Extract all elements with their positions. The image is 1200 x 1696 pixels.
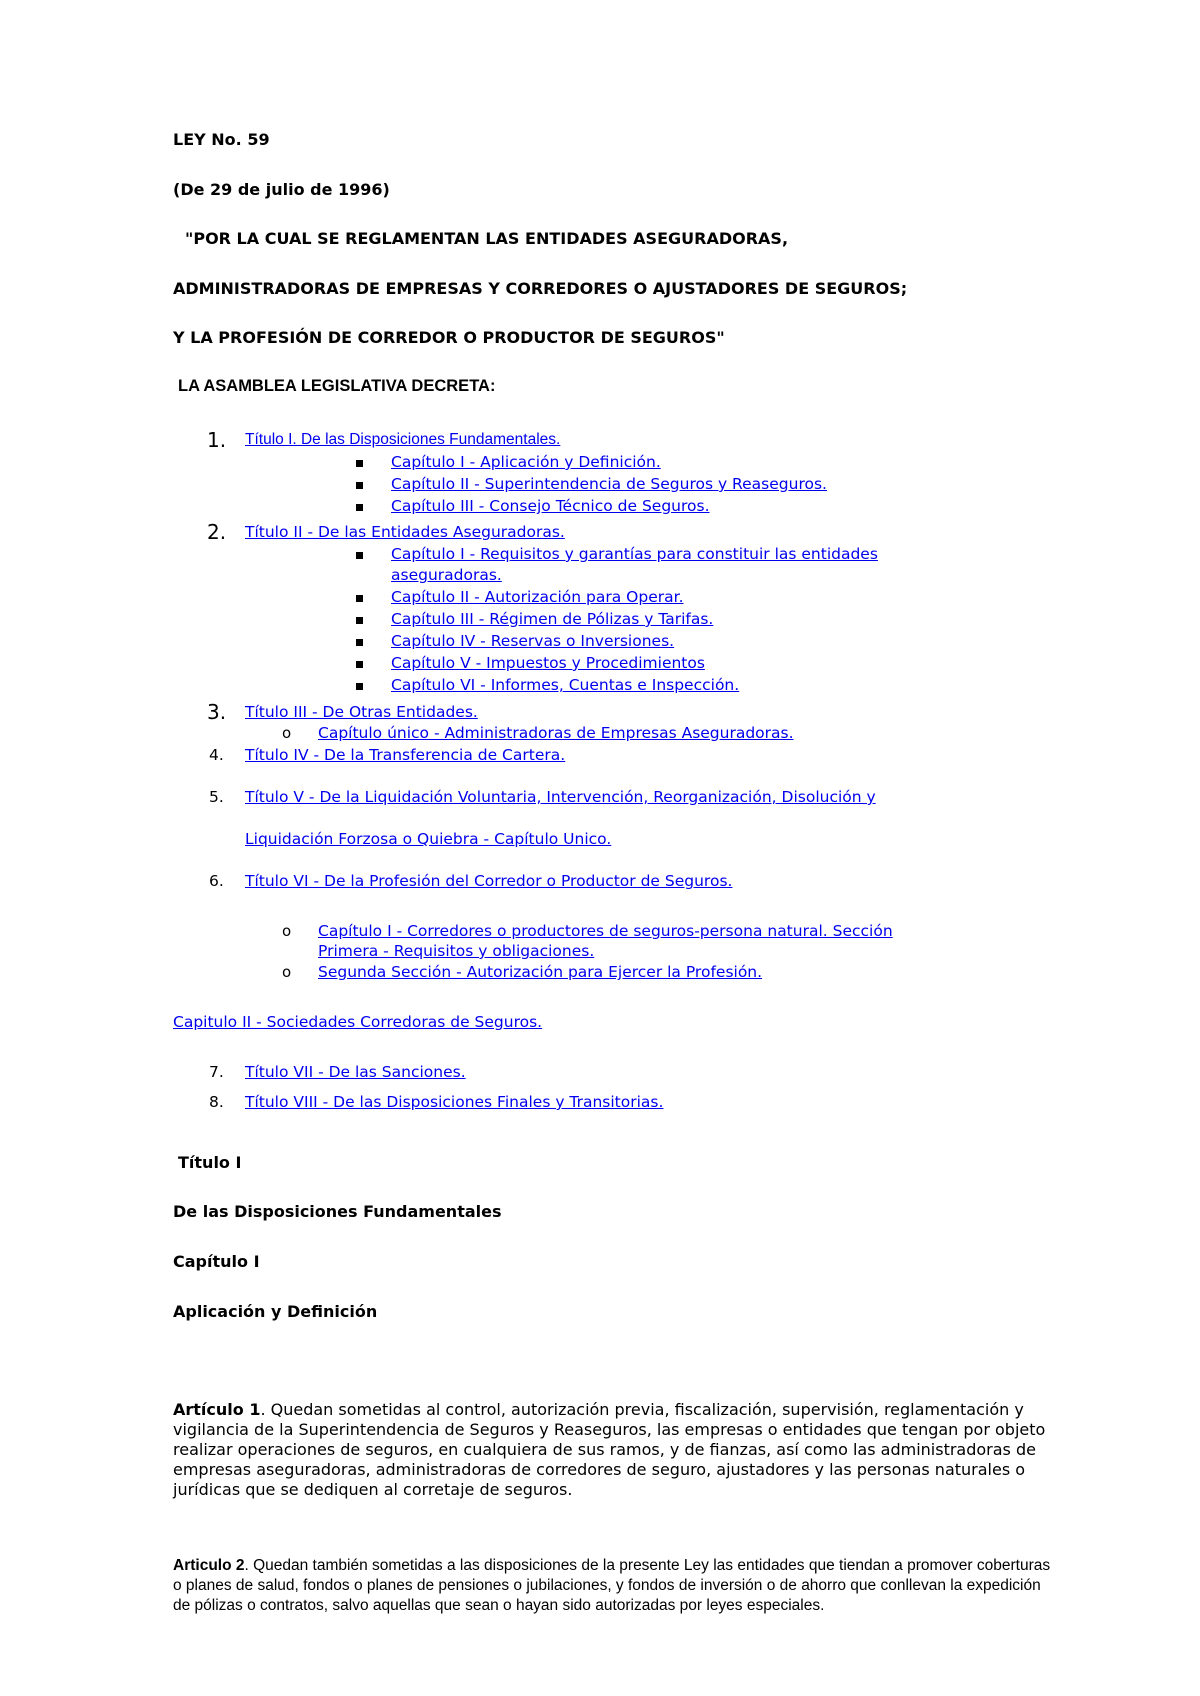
bullet-icon <box>356 504 363 511</box>
toc-number-7: 7. <box>209 1063 224 1081</box>
law-title-line-3: Y LA PROFESIÓN DE CORREDOR O PRODUCTOR DE SEGUROS" <box>173 328 725 347</box>
law-number: LEY No. 59 <box>173 130 270 149</box>
toc-link-titulo-8[interactable]: Título VIII - De las Disposiciones Finales y Transitorias. <box>245 1093 664 1111</box>
bullet-icon <box>356 617 363 624</box>
toc-link-t2-capitulo-1[interactable]: Capítulo I - Requisitos y garantías para constituir las entidades <box>391 545 878 563</box>
toc-link-t6-capitulo-2[interactable]: Capitulo II - Sociedades Corredoras de Seguros. <box>173 1013 543 1031</box>
bullet-icon <box>356 460 363 467</box>
law-date: (De 29 de julio de 1996) <box>173 180 390 199</box>
toc-number-8: 8. <box>209 1093 224 1111</box>
section-title: Título I <box>178 1153 242 1172</box>
toc-link-t1-capitulo-3[interactable]: Capítulo III - Consejo Técnico de Seguros. <box>391 497 710 515</box>
bullet-icon <box>356 683 363 690</box>
article-1-label: Artículo 1 <box>173 1400 261 1419</box>
toc-link-titulo-1[interactable]: Título I. De las Disposiciones Fundamentales. <box>245 431 561 448</box>
law-title-line-2: ADMINISTRADORAS DE EMPRESAS Y CORREDORES O AJUSTADORES DE SEGUROS; <box>173 279 908 298</box>
toc-link-t1-capitulo-1[interactable]: Capítulo I - Aplicación y Definición. <box>391 453 661 471</box>
toc-number-5: 5. <box>209 788 224 806</box>
article-2-text: . Quedan también sometidas a las disposiciones de la presente Ley las entidades que tiendan a promover coberturas o planes de salud, fondos o planes de pensiones o jubilaciones, y fondos de inversión o de ahorro que conllevan la expedición de pólizas o contratos, salvo aquellas que sean o hayan sido autorizadas por leyes especiales. <box>173 1557 1051 1614</box>
chapter-title-name: Aplicación y Definición <box>173 1302 378 1321</box>
toc-link-t1-capitulo-2[interactable]: Capítulo II - Superintendencia de Seguros y Reaseguros. <box>391 475 827 493</box>
law-title-line-1: "POR LA CUAL SE REGLAMENTAN LAS ENTIDADES ASEGURADORAS, <box>185 229 789 248</box>
toc-link-titulo-4[interactable]: Título IV - De la Transferencia de Cartera. <box>245 746 566 764</box>
bullet-icon <box>356 552 363 559</box>
toc-link-t2-capitulo-6[interactable]: Capítulo VI - Informes, Cuentas e Inspección. <box>391 676 740 694</box>
article-1 <box>173 1400 1053 1500</box>
circle-bullet-icon: o <box>282 724 292 742</box>
article-2 <box>173 1556 1053 1616</box>
toc-link-t2-capitulo-1-cont[interactable]: aseguradoras. <box>391 566 502 584</box>
decree-statement: LA ASAMBLEA LEGISLATIVA DECRETA: <box>178 377 496 395</box>
chapter-title: Capítulo I <box>173 1252 260 1271</box>
toc-number-6: 6. <box>209 872 224 890</box>
toc-link-titulo-6[interactable]: Título VI - De la Profesión del Corredor o Productor de Seguros. <box>245 872 733 890</box>
toc-link-titulo-5-cont[interactable]: Liquidación Forzosa o Quiebra - Capítulo Unico. <box>245 830 612 848</box>
toc-link-t6-capitulo-1-cont[interactable]: Primera - Requisitos y obligaciones. <box>318 942 595 960</box>
toc-link-titulo-7[interactable]: Título VII - De las Sanciones. <box>245 1063 466 1081</box>
toc-link-titulo-2[interactable]: Título II - De las Entidades Aseguradoras. <box>245 523 565 541</box>
toc-link-t6-capitulo-1[interactable]: Capítulo I - Corredores o productores de seguros-persona natural. Sección <box>318 922 893 940</box>
section-title-name: De las Disposiciones Fundamentales <box>173 1202 502 1221</box>
toc-number-1: 1. <box>207 428 227 452</box>
toc-link-titulo-5[interactable]: Título V - De la Liquidación Voluntaria, Intervención, Reorganización, Disolución y <box>245 788 876 806</box>
toc-number-2: 2. <box>207 520 227 544</box>
toc-link-t2-capitulo-3[interactable]: Capítulo III - Régimen de Pólizas y Tarifas. <box>391 610 714 628</box>
circle-bullet-icon: o <box>282 963 292 981</box>
bullet-icon <box>356 639 363 646</box>
article-1-text: . Quedan sometidas al control, autorización previa, fiscalización, supervisión, reglamentación y vigilancia de la Superintendencia de Seguros y Reaseguros, las empresas o entidades que tengan por objeto realizar operaciones de seguros, en cualquiera de sus ramos, y de fianzas, así como las administradoras de empresas aseguradoras, administradoras de corredores de seguro, ajustadores y las personas naturales o jurídicas que se dediquen al corretaje de seguros. <box>173 1400 1046 1499</box>
toc-link-t2-capitulo-4[interactable]: Capítulo IV - Reservas o Inversiones. <box>391 632 675 650</box>
toc-number-3: 3. <box>207 700 227 724</box>
circle-bullet-icon: o <box>282 922 292 940</box>
bullet-icon <box>356 595 363 602</box>
toc-link-t2-capitulo-5[interactable]: Capítulo V - Impuestos y Procedimientos <box>391 654 705 672</box>
bullet-icon <box>356 661 363 668</box>
toc-link-t6-segunda-seccion[interactable]: Segunda Sección - Autorización para Ejercer la Profesión. <box>318 963 763 981</box>
toc-link-t2-capitulo-2[interactable]: Capítulo II - Autorización para Operar. <box>391 588 684 606</box>
toc-number-4: 4. <box>209 746 224 764</box>
article-2-label: Articulo 2 <box>173 1557 245 1574</box>
toc-link-t3-capitulo-unico[interactable]: Capítulo único - Administradoras de Empresas Aseguradoras. <box>318 724 794 742</box>
bullet-icon <box>356 482 363 489</box>
toc-link-titulo-3[interactable]: Título III - De Otras Entidades. <box>245 703 478 721</box>
